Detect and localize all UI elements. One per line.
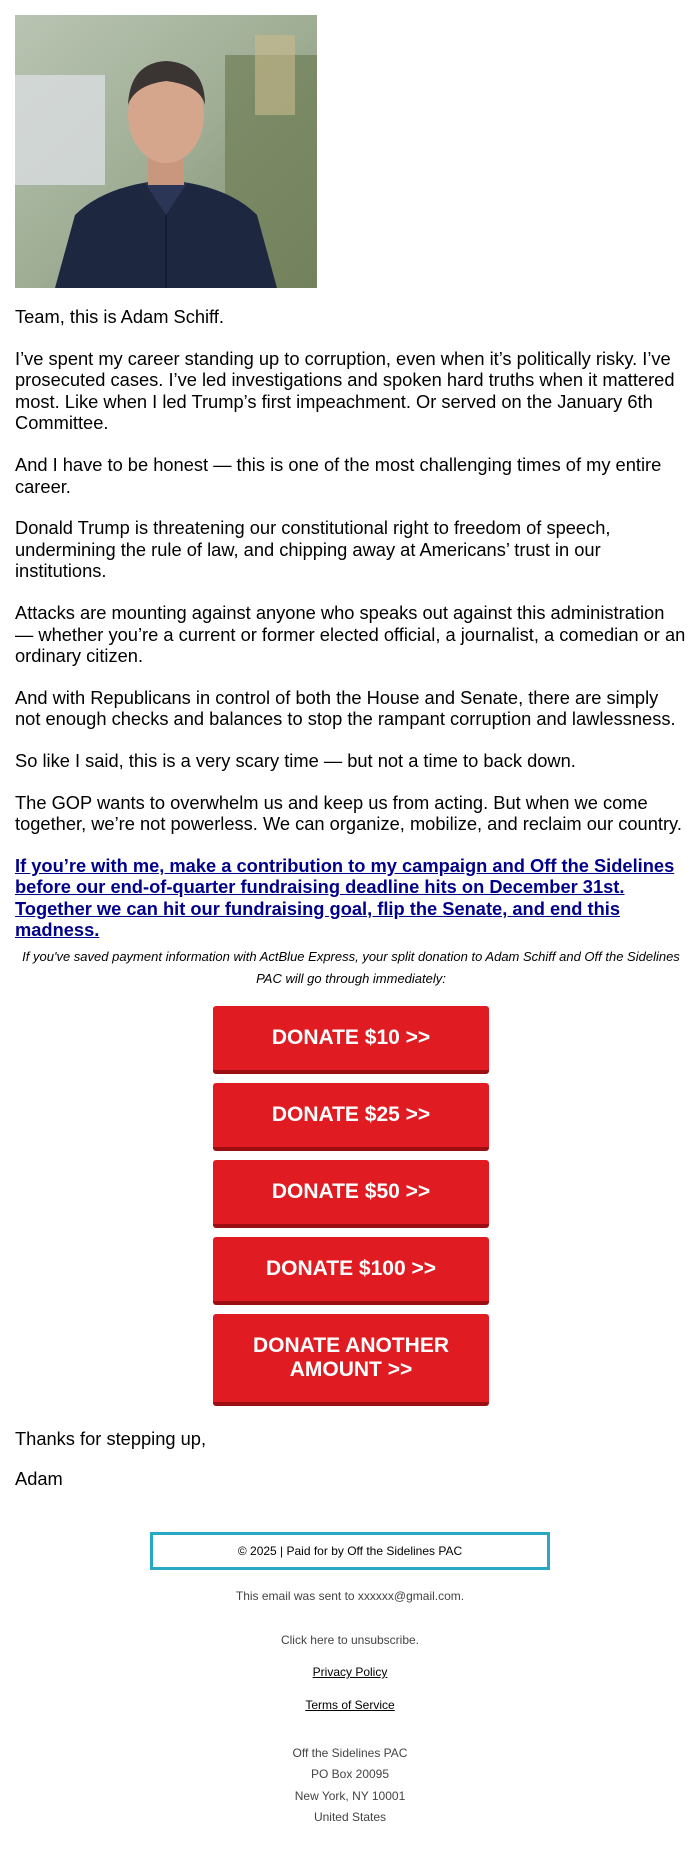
trump-paragraph: Donald Trump is threatening our constitutional right to freedom of speech, undermining the rule of law, and chipping away at Americans’ trust in our institutions. xyxy=(15,517,611,582)
greeting-paragraph: Team, this is Adam Schiff. xyxy=(15,306,224,327)
donate-50-button[interactable]: DONATE $50 >> xyxy=(213,1160,489,1228)
paid-for-text: © 2025 | Paid for by Off the Sidelines PAC xyxy=(237,1544,463,1558)
address-line-country: United States xyxy=(313,1810,387,1824)
gop-paragraph: The GOP wants to overwhelm us and keep us from acting. But when we come together, we’re not powerless. We can organize, mobilize, and reclaim our country. xyxy=(15,791,682,835)
scary-time-paragraph: So like I said, this is a very scary time — but not a time to back down. xyxy=(15,749,576,771)
honesty-paragraph: And I have to be honest — this is one of the most challenging times of my entire career. xyxy=(15,453,662,497)
republicans-paragraph: And with Republicans in control of both the House and Senate, there are simply not enough checks and balances to stop the rampant corruption and lawlessness. xyxy=(15,686,676,730)
actblue-express-note: If you've saved payment information with ActBlue Express, your split donation to Adam Schiff and Off the Sidelines PAC will go through immediately: xyxy=(22,949,680,986)
contribution-link[interactable]: If you’re with me, make a contribution to my campaign and Off the Sidelines before our end-of-quarter fundraising deadline hits on December 31st. Together we can hit our fundraising goal, flip the Senate, and end this madness. xyxy=(15,854,675,941)
signature: Adam xyxy=(15,1468,63,1489)
donate-100-button[interactable]: DONATE $100 >> xyxy=(213,1237,489,1305)
email-message xyxy=(15,306,687,961)
sent-to-text: This email was sent to xxxxxx@gmail.com. xyxy=(235,1589,465,1603)
paid-for-box xyxy=(150,1532,550,1570)
address-line-pobox: PO Box 20095 xyxy=(310,1767,390,1781)
donate-10-button[interactable]: DONATE $10 >> xyxy=(213,1006,489,1074)
unsubscribe-link[interactable]: Click here to unsubscribe. xyxy=(280,1633,420,1647)
career-paragraph: I’ve spent my career standing up to corruption, even when it’s politically risky. I’ve prosecuted cases. I’ve led investigations and spoken hard truths when it mattered most. Like when I led Trump’s first impeachment. Or served on the January 6th Committee. xyxy=(15,347,675,434)
address-line-org: Off the Sidelines PAC xyxy=(292,1746,408,1760)
closing-line: Thanks for stepping up, xyxy=(15,1428,207,1449)
address-line-city: New York, NY 10001 xyxy=(294,1789,406,1803)
adam-schiff-photo xyxy=(15,15,317,288)
donate-another-amount-button[interactable]: DONATE ANOTHER AMOUNT >> xyxy=(213,1314,489,1406)
terms-of-service-link[interactable]: Terms of Service xyxy=(305,1698,395,1712)
donate-25-button[interactable]: DONATE $25 >> xyxy=(213,1083,489,1151)
attacks-paragraph: Attacks are mounting against anyone who speaks out against this administration — whether you’re a current or former elected official, a journalist, a comedian or an ordinary citizen. xyxy=(15,601,686,667)
privacy-policy-link[interactable]: Privacy Policy xyxy=(312,1665,388,1679)
